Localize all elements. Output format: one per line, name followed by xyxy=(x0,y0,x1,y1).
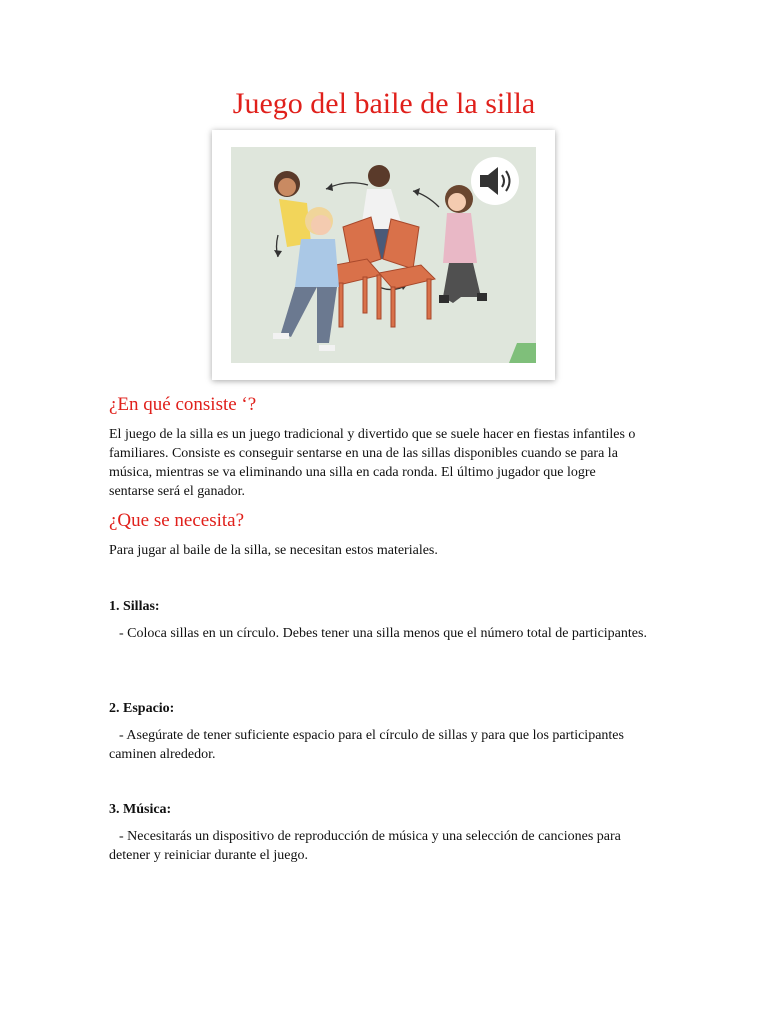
speaker-volume-icon[interactable] xyxy=(471,157,519,205)
item-heading-espacio: 2. Espacio: xyxy=(109,701,175,716)
item-text-espacio: - Asegúrate de tener suficiente espacio para el círculo de sillas y para que los participantes caminen alrededor. xyxy=(109,728,624,762)
section-body-needs: Para jugar al baile de la silla, se necesitan estos materiales. xyxy=(109,543,438,558)
section-heading-needs: ¿Que se necesita? xyxy=(109,510,245,531)
item-text-musica: - Necesitarás un dispositivo de reproducción de música y una selección de canciones para detener y reiniciar durante el juego. xyxy=(109,829,621,863)
item-text-sillas: - Coloca sillas en un círculo. Debes tener una silla menos que el número total de participantes. xyxy=(119,626,647,641)
page-title: Juego del baile de la silla xyxy=(232,87,536,120)
illustration-frame xyxy=(212,130,555,380)
musical-chairs-illustration xyxy=(231,147,536,363)
item-heading-sillas: 1. Sillas: xyxy=(109,599,160,614)
section-heading-what-is: ¿En qué consiste ‘? xyxy=(109,394,257,415)
section-body-what-is: El juego de la silla es un juego tradicional y divertido que se suele hacer en fiestas infantiles o familiares. Consiste es conseguir sentarse en una de las sillas disponibles cuando se para la música, mientras se va eliminando una silla en cada ronda. El último jugador que logre sentarse será el ganador. xyxy=(109,427,636,499)
item-heading-musica: 3. Música: xyxy=(109,802,172,817)
